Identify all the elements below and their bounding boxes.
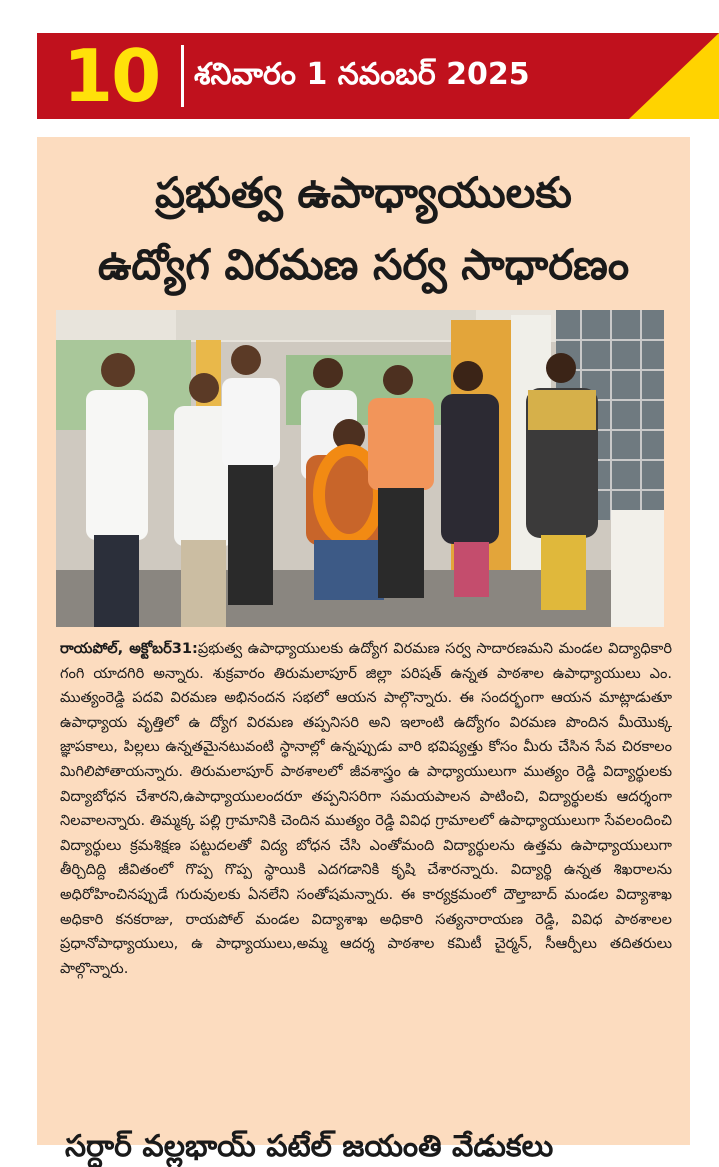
- dateline: రాయపోల్, అక్టోబర్31:: [60, 640, 198, 657]
- retirement-ceremony-photo: [56, 310, 664, 627]
- corner-decoration: [629, 33, 719, 119]
- body-text: ప్రభుత్వ ఉపాధ్యాయులకు ఉద్యోగ విరమణ సర్వ సాదారణమని మండల విద్యాధికారి గంగి యాదగిరి అన్నారు. శుక్రవారం తిరుమలాపూర్ జిల్లా పరిషత్ ఉన్నత పాఠశాల ఉపాధ్యాయులు ఎం. ముత్యంరెడ్డి పదవి విరమణ అభినందన సభలో ఆయన పాల్గొన్నారు. ఈ సందర్భంగా ఆయన మాట్లాడుతూ ఉపాధ్యాయ వృత్తిలో ఉ ద్యోగ విరమణ తప్పనిసరి అని ఇలాంటి ఉద్యోగం విరమణ పొందిన మీయొక్క జ్ఞాపకాలు, పిల్లలు ఉన్నతమైనటువంటి స్థానాల్లో ఉన్నప్పుడు వారి భవిష్యత్తు కోసం మీరు చేసిన సేవ చిరకాలం మిగిలిపోతాయన్నారు. తిరుమలాపూర్ పాఠశాలలో జీవశాస్త్రం ఉ పాధ్యాయులుగా ముత్యం రెడ్డి విద్యార్థులకు విద్యాబోధన చేశారని,ఉపాధ్యాయులందరూ తప్పనిసరిగా సమయపాలన పాటించి, విద్యార్థులకు ఆదర్శంగా నిలవాలన్నారు. తిమ్మక్క పల్లి గ్రామానికి చెందిన ముత్యం రెడ్డి వివిధ గ్రామాలలో ఉపాధ్యాయులుగా సేవలందించి విద్యార్థులు క్రమశిక్షణ పట్టుదలతో విద్య బోధన చేసి ఎంతోమంది విద్యార్థులను ఉత్తమ ఉపాధ్యాయులుగా తీర్చిదిద్ది జీవితంలో గొప్ప గొప్ప స్థాయికి ఎదగడానికి కృషి చేశారన్నారు. విద్యార్థి ఉన్నత శిఖరాలను అధిరోహించినప్పుడే గురువులకు ఏనలేని సంతోషమన్నారు. ఈ కార్యక్రమంలో దౌల్తాబాద్ మండల విద్యాశాఖ అధికారి కనకరాజు, రాయపోల్ మండల విద్యాశాఖ అధికారి సత్యనారాయణ రెడ్డి, వివిధ పాఠశాలల ప్రధానోపాధ్యాయులు, ఉ పాధ్యాయులు,అమ్మ ఆదర్శ పాఠశాల కమిటీ చైర్మన్, సీఆర్పీలు తదితరులు పాల్గొన్నారు.: [60, 640, 672, 977]
- next-article-headline: సర్దార్ వల్లభాయ్ పటేల్ జయంతి వేడుకలు: [65, 1129, 554, 1164]
- article-body: [60, 637, 672, 981]
- headline-line-1: ప్రభుత్వ ఉపాధ్యాయులకు: [155, 168, 572, 217]
- page-header-band: [37, 33, 719, 119]
- header-divider: [181, 45, 184, 107]
- article-photo: [56, 310, 664, 627]
- issue-date: శనివారం 1 నవంబర్ 2025: [194, 57, 530, 92]
- page-number: 10: [63, 34, 160, 118]
- headline-line-2: ఉద్యోగ విరమణ సర్వ సాధారణం: [97, 240, 630, 289]
- news-article: [37, 137, 690, 1164]
